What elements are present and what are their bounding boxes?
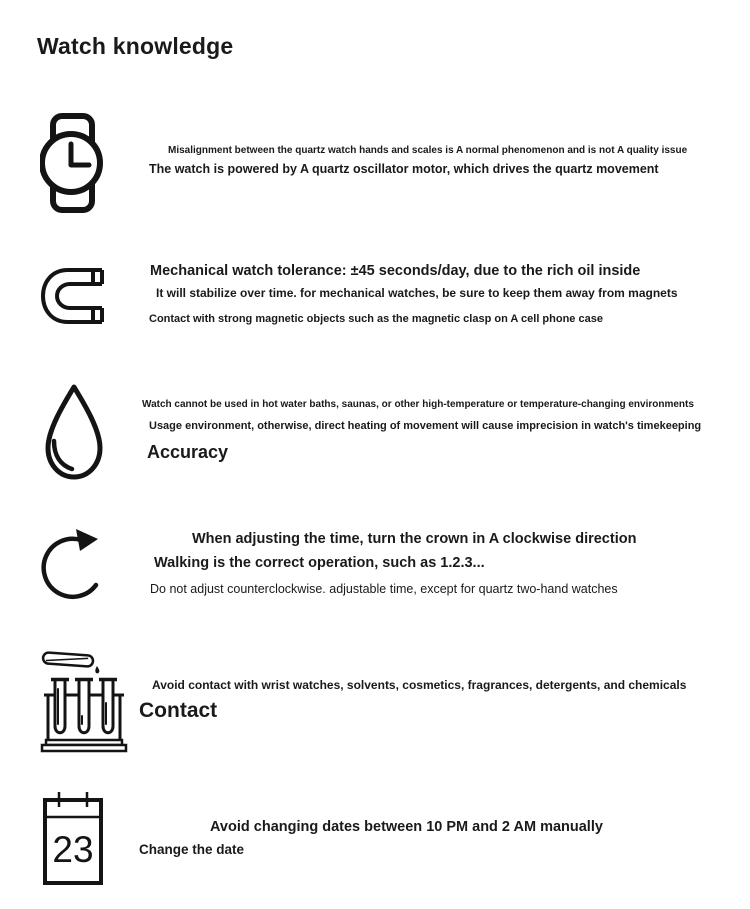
clockwise-arrow-icon: [40, 524, 106, 611]
magnetic-objects-note: Contact with strong magnetic objects such as the magnetic clasp on A cell phone case: [149, 313, 603, 325]
counterclockwise-warning-note: Do not adjust counterclockwise. adjustable time, except for quartz two-hand watches: [150, 582, 618, 596]
calendar-day-number: 23: [52, 829, 94, 870]
contact-heading: Contact: [139, 699, 218, 722]
quartz-movement-text: The watch is powered by A quartz oscillator motor, which drives the quartz movement: [149, 162, 659, 176]
crown-clockwise-text: When adjusting the time, turn the crown in A clockwise direction: [192, 531, 637, 547]
hot-water-warning-note: Watch cannot be used in hot water baths, saunas, or other high-temperature or temperature-changing environments: [142, 399, 694, 410]
correct-operation-text: Walking is the correct operation, such as 1.2.3...: [154, 555, 485, 571]
date-change-warning-text: Avoid changing dates between 10 PM and 2 AM manually: [210, 819, 603, 835]
magnet-warning-text: It will stabilize over time. for mechanical watches, be sure to keep them away from magnets: [156, 286, 678, 300]
quartz-misalignment-note: Misalignment between the quartz watch hands and scales is A normal phenomenon and is not A quality issue: [168, 145, 688, 156]
page-title: Watch knowledge: [37, 33, 234, 59]
accuracy-heading: Accuracy: [147, 442, 229, 462]
mechanical-tolerance-text: Mechanical watch tolerance: ±45 seconds/day, due to the rich oil inside: [150, 263, 641, 279]
wristwatch-icon: [40, 113, 105, 218]
calendar-icon: [42, 790, 104, 891]
usage-environment-text: Usage environment, otherwise, direct heating of movement will cause imprecision in watch's timekeeping: [149, 420, 702, 432]
test-tubes-icon: [40, 648, 128, 758]
chemicals-warning-text: Avoid contact with wrist watches, solvents, cosmetics, fragrances, detergents, and chemicals: [152, 678, 687, 692]
water-drop-icon: [41, 383, 107, 487]
magnet-icon: [40, 267, 104, 330]
change-date-heading: Change the date: [139, 842, 245, 857]
